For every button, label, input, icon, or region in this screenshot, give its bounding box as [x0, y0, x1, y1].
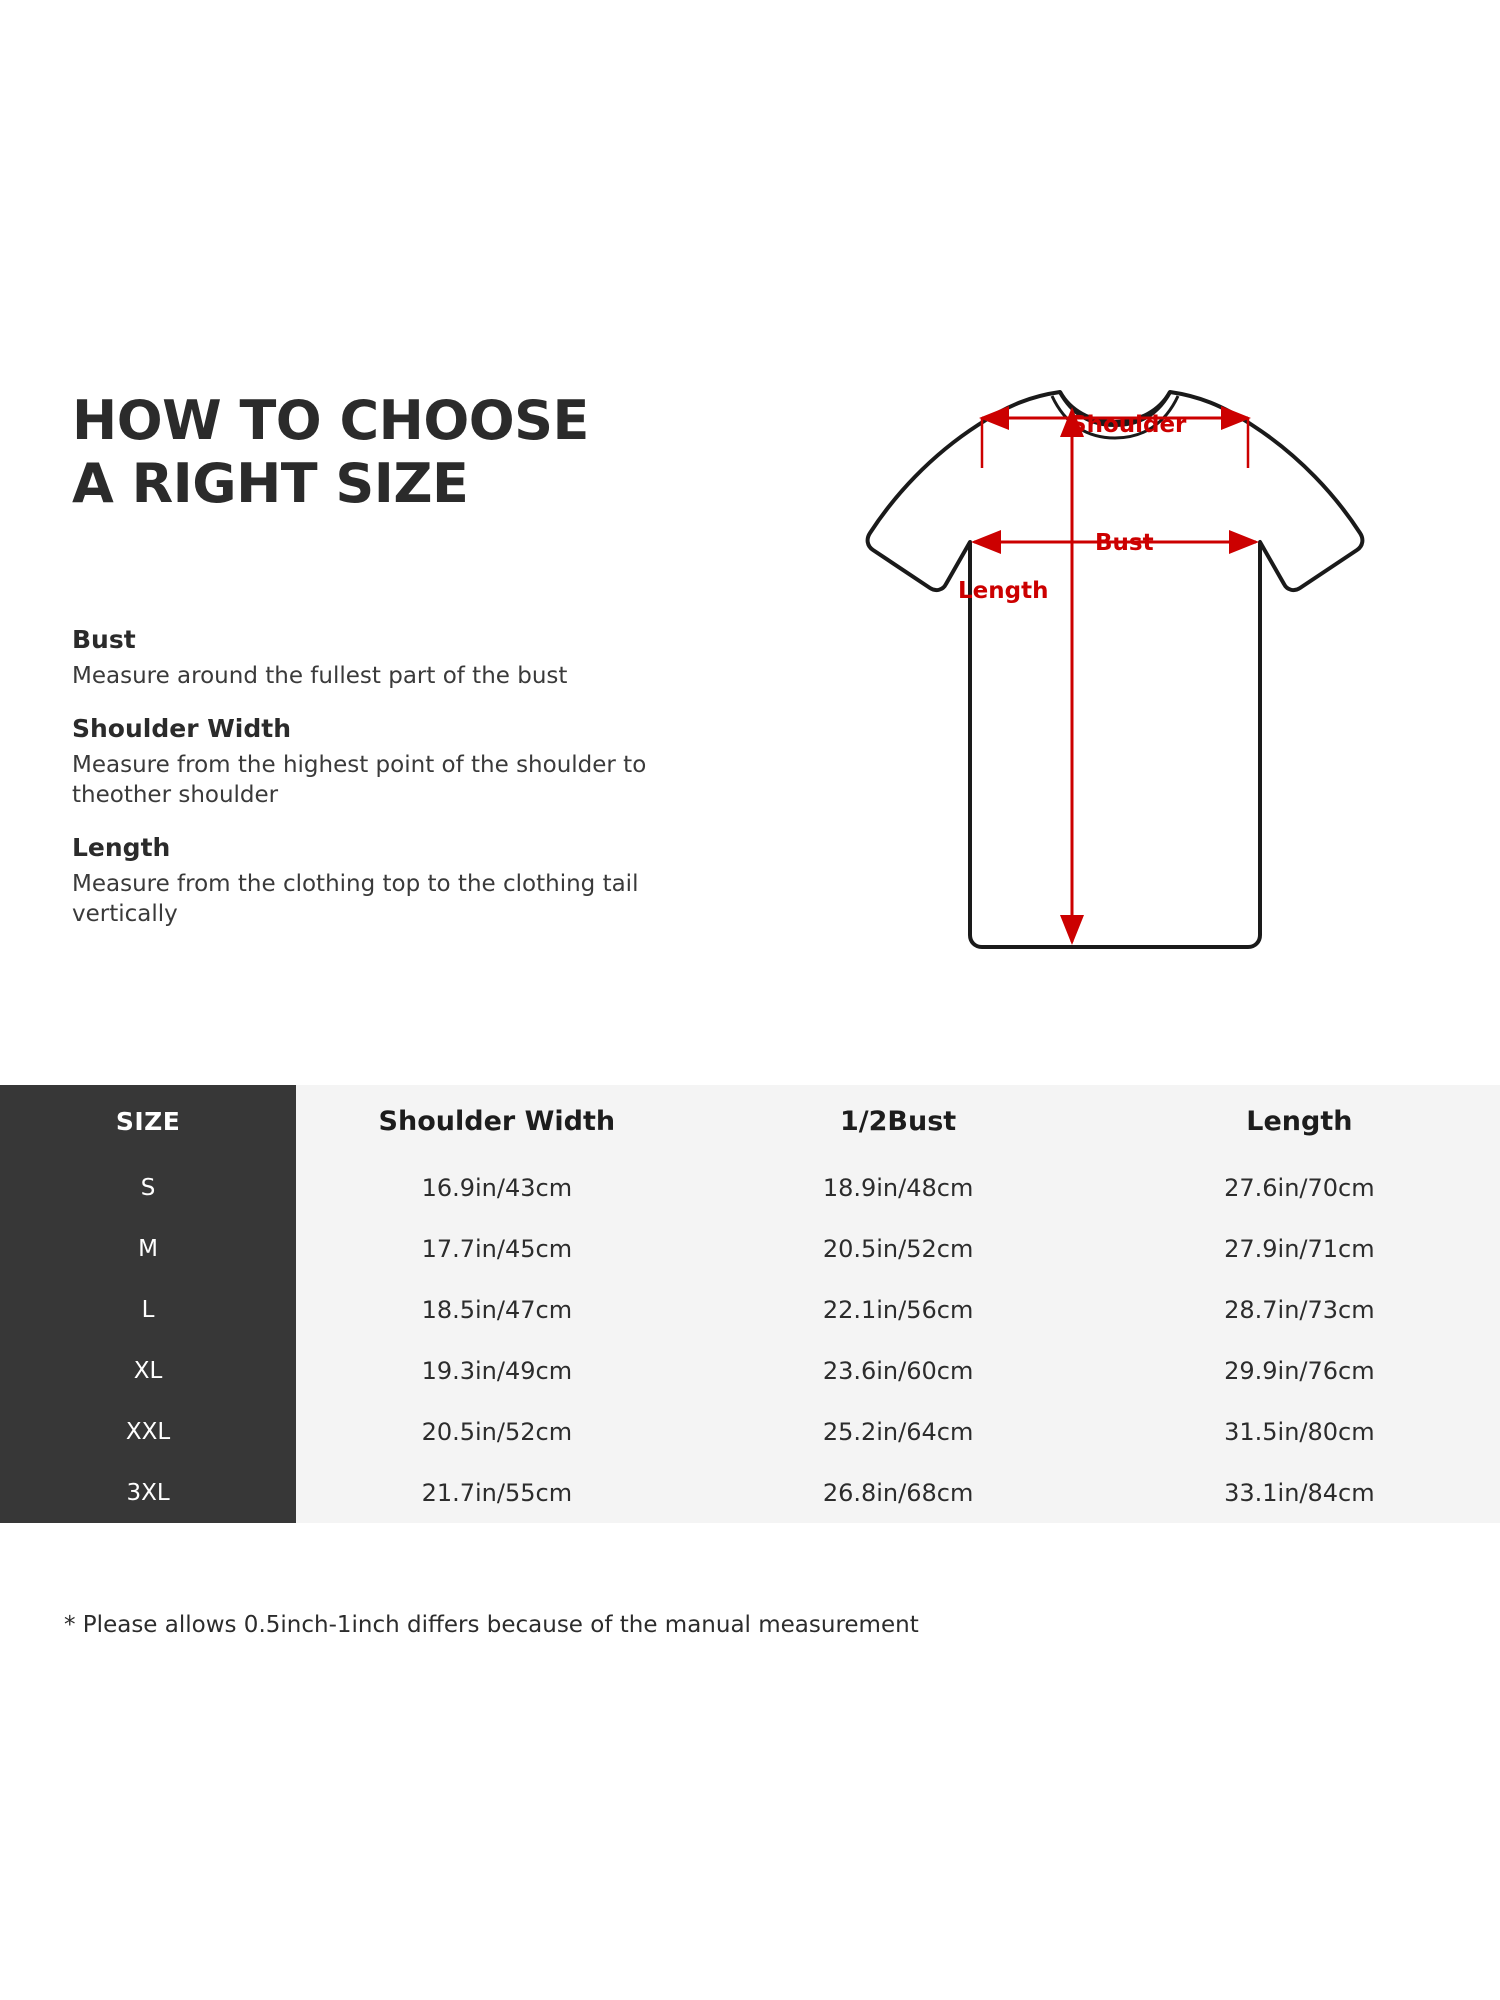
column-header-length: Length: [1099, 1085, 1500, 1157]
cell-half-bust: 23.6in/60cm: [697, 1340, 1098, 1401]
table-row: [0, 1340, 1500, 1401]
cell-shoulder-width: 20.5in/52cm: [296, 1401, 697, 1462]
cell-length: 27.6in/70cm: [1099, 1157, 1500, 1218]
table-row: [0, 1157, 1500, 1218]
definition-length: [72, 833, 692, 930]
cell-size: XXL: [0, 1401, 296, 1462]
table-header-row: [0, 1085, 1500, 1157]
length-label: Length: [958, 578, 1049, 604]
cell-shoulder-width: 16.9in/43cm: [296, 1157, 697, 1218]
cell-size: M: [0, 1218, 296, 1279]
definition-shoulder-width: [72, 714, 692, 811]
definition-term: Length: [72, 832, 171, 862]
cell-size: XL: [0, 1340, 296, 1401]
cell-size: 3XL: [0, 1462, 296, 1523]
cell-length: 27.9in/71cm: [1099, 1218, 1500, 1279]
cell-shoulder-width: 21.7in/55cm: [296, 1462, 697, 1523]
definition-description: Measure around the fullest part of the bust: [72, 663, 568, 689]
page-title-line-1: HOW TO CHOOSE: [72, 389, 589, 452]
cell-size: L: [0, 1279, 296, 1340]
cell-shoulder-width: 19.3in/49cm: [296, 1340, 697, 1401]
table-row: [0, 1462, 1500, 1523]
cell-length: 33.1in/84cm: [1099, 1462, 1500, 1523]
column-header-size: SIZE: [0, 1085, 296, 1157]
tshirt-diagram: [760, 370, 1380, 1010]
size-chart-table: [0, 1085, 1500, 1523]
column-header-shoulder-width: Shoulder Width: [296, 1085, 697, 1157]
definition-term: Bust: [72, 625, 136, 654]
table-body: [0, 1157, 1500, 1523]
definition-description: Measure from the highest point of the shoulder to theother shoulder: [72, 751, 647, 809]
table-row: [0, 1279, 1500, 1340]
bust-label: Bust: [1095, 530, 1154, 556]
table-row: [0, 1401, 1500, 1462]
page-title: [72, 390, 712, 515]
measurement-footnote: * Please allows 0.5inch-1inch differs because of the manual measurement: [64, 1612, 919, 1638]
definition-term: Shoulder Width: [72, 713, 292, 743]
cell-length: 29.9in/76cm: [1099, 1340, 1500, 1401]
cell-half-bust: 26.8in/68cm: [697, 1462, 1098, 1523]
table-row: [0, 1218, 1500, 1279]
measurement-definitions: [72, 625, 692, 952]
page-title-line-2: A RIGHT SIZE: [72, 451, 469, 515]
cell-length: 31.5in/80cm: [1099, 1401, 1500, 1462]
shoulder-label: Shoulder: [1070, 412, 1187, 438]
cell-half-bust: 18.9in/48cm: [697, 1157, 1098, 1218]
definition-bust: [72, 625, 692, 692]
cell-half-bust: 20.5in/52cm: [697, 1218, 1098, 1279]
cell-half-bust: 25.2in/64cm: [697, 1401, 1098, 1462]
tshirt-outline-shape: [868, 392, 1363, 947]
definition-description: Measure from the clothing top to the clothing tail vertically: [72, 870, 639, 928]
cell-shoulder-width: 17.7in/45cm: [296, 1218, 697, 1279]
cell-shoulder-width: 18.5in/47cm: [296, 1279, 697, 1340]
column-header-half-bust: 1/2Bust: [697, 1085, 1098, 1157]
cell-size: S: [0, 1157, 296, 1218]
cell-length: 28.7in/73cm: [1099, 1279, 1500, 1340]
cell-half-bust: 22.1in/56cm: [697, 1279, 1098, 1340]
